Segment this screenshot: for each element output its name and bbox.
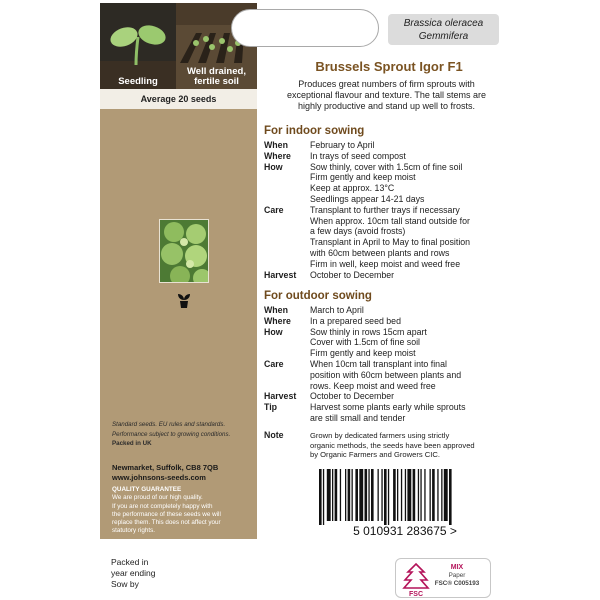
barcode-bar — [413, 469, 416, 521]
description-line: exceptional flavour and texture. The tall stems are — [287, 90, 486, 100]
barcode-bar — [407, 469, 411, 521]
fsc-text — [428, 564, 486, 588]
seedling-label: Seedling — [118, 76, 158, 87]
instruction-line: March to April — [310, 305, 364, 315]
instruction-value — [310, 205, 504, 270]
guarantee-line: the performance of these seeds we will — [112, 510, 221, 518]
barcode-bar — [420, 469, 421, 521]
instruction-key: Where — [264, 150, 291, 161]
fsc-logo-text: FSC — [409, 591, 423, 598]
brussels-sprouts-image — [160, 220, 209, 283]
barcode-bar — [340, 469, 341, 521]
note-line: by Organic Farmers and Growers CIC. — [310, 450, 440, 460]
indoor-instructions — [264, 140, 504, 280]
instruction-line: Sow thinly in rows 15cm apart — [310, 326, 427, 337]
instruction-value — [310, 162, 504, 205]
barcode-bar — [335, 469, 338, 521]
instruction-row — [264, 205, 504, 270]
plant-pot-icon — [177, 291, 191, 309]
instruction-row — [264, 270, 504, 281]
instruction-line: Harvest some plants early while sprouts — [310, 402, 466, 413]
packed-in: Packed in — [111, 557, 149, 567]
barcode-bar — [441, 469, 442, 521]
seedling-tile — [100, 3, 176, 89]
note-line: organic methods, the seeds have been approved — [310, 440, 475, 450]
fsc-paper: Paper — [448, 572, 466, 579]
instruction-row — [264, 391, 504, 402]
year-ending: year ending — [111, 568, 156, 578]
instruction-key: How — [264, 161, 283, 172]
address-line: Newmarket, Suffolk, CB8 7QB — [112, 463, 219, 472]
outdoor-heading: For outdoor sowing — [264, 290, 372, 302]
barcode-bar — [401, 469, 402, 521]
instruction-line: Sow thinly, cover with 1.5cm of fine soil — [310, 161, 463, 172]
barcode-bar — [368, 469, 369, 521]
latin-name — [388, 14, 499, 45]
instruction-line: When 10cm tall transplant into final — [310, 358, 447, 369]
barcode-bar — [384, 469, 387, 525]
average-seeds: Average 20 seeds — [100, 89, 257, 109]
description-line: highly productive and stand up well to frosts. — [297, 101, 476, 111]
soil-label: Well drained, fertile soil — [187, 66, 246, 87]
instruction-value — [310, 316, 504, 327]
instruction-row — [264, 316, 504, 327]
barcode-bar — [359, 469, 363, 521]
guarantee-line: replace them. This does not affect your — [112, 519, 221, 527]
guarantee-title: QUALITY GUARANTEE — [112, 486, 182, 493]
barcode-bar — [327, 469, 331, 521]
instruction-key: Harvest — [264, 391, 297, 402]
left-info-panel — [100, 3, 257, 539]
instruction-key: When — [264, 305, 288, 315]
instruction-value — [310, 140, 504, 151]
standards-text: Standard seeds. EU rules and standards. — [112, 421, 226, 428]
fsc-logo-box — [395, 558, 491, 598]
note-line: Grown by dedicated farmers using strictly — [310, 431, 450, 440]
instruction-row — [264, 140, 504, 151]
packed-in-uk: Packed in UK — [112, 440, 152, 447]
description-line: Produces great numbers of firm sprouts with — [298, 79, 475, 89]
barcode-bar — [378, 469, 379, 521]
instruction-value — [310, 359, 504, 391]
product-description — [266, 79, 507, 112]
instruction-line: rows. Keep moist and weed free — [310, 380, 436, 391]
barcode-bar — [405, 469, 406, 521]
growing-icons-row — [100, 3, 257, 89]
blank-oval-label — [231, 9, 379, 47]
barcode-bar — [355, 469, 358, 521]
instruction-line: When approx. 10cm tall stand outside for — [310, 215, 470, 226]
instruction-key: Care — [264, 358, 284, 369]
instruction-line: Transplant in April to May to final position — [310, 237, 471, 248]
barcode-bar — [388, 469, 389, 525]
barcode-bar — [371, 469, 374, 521]
barcode — [313, 469, 497, 537]
note-label: Note — [264, 430, 284, 440]
instruction-row — [264, 327, 504, 359]
guarantee-line: statutory rights. — [112, 527, 156, 535]
instruction-key: Where — [264, 315, 291, 326]
latin-genus: Brassica oleracea — [403, 18, 484, 29]
instruction-value — [310, 270, 504, 281]
instruction-line: position with 60cm between plants and — [310, 369, 462, 380]
quality-guarantee — [112, 486, 254, 536]
barcode-bar — [381, 469, 382, 521]
instruction-line: with 60cm between plants and rows — [310, 247, 450, 258]
instruction-row — [264, 359, 504, 391]
instruction-value — [310, 391, 504, 402]
barcode-bar — [418, 469, 419, 521]
fsc-mix: MIX — [450, 564, 464, 571]
instruction-row — [264, 151, 504, 162]
barcode-bar — [424, 469, 425, 521]
instruction-line: October to December — [310, 391, 395, 402]
barcode-bar — [332, 469, 333, 521]
instruction-row — [264, 162, 504, 205]
instruction-key: Care — [264, 204, 284, 215]
barcode-bar — [444, 469, 448, 521]
instruction-line: Cover with 1.5cm of fine soil — [310, 337, 421, 348]
product-title: Brussels Sprout Igor F1 — [315, 59, 463, 74]
sow-by: Sow by — [111, 579, 139, 589]
instruction-line: Transplant to further trays if necessary — [310, 204, 460, 215]
instruction-line: Firm gently and keep moist — [310, 172, 416, 183]
indoor-heading: For indoor sowing — [264, 125, 365, 137]
instruction-line: a few days (avoid frosts) — [310, 226, 406, 237]
fine-print — [112, 420, 252, 449]
instruction-line: Firm gently and keep moist — [310, 348, 416, 359]
guarantee-line: We are proud of our high quality. — [112, 494, 203, 502]
address — [112, 463, 218, 483]
instruction-row — [264, 402, 504, 424]
guarantee-line: If you are not completely happy with — [112, 502, 213, 510]
barcode-bar — [432, 469, 435, 521]
instruction-value — [310, 151, 504, 162]
barcode-bar — [449, 469, 452, 525]
instruction-line: Keep at approx. 13°C — [310, 183, 395, 194]
barcode-bar — [393, 469, 396, 521]
sprout-photo — [159, 219, 209, 283]
instruction-value — [310, 402, 504, 424]
instruction-line: Firm in well, keep moist and weed free — [310, 258, 461, 269]
barcode-bar — [352, 469, 353, 521]
instruction-value — [310, 327, 504, 359]
instruction-key: Harvest — [264, 269, 297, 280]
barcode-bar — [430, 469, 431, 521]
latin-variety: Gemmifera — [418, 31, 469, 42]
barcode-digits: 5 010931 283675 > — [353, 524, 457, 537]
performance-text: Performance subject to growing conditions. — [112, 430, 231, 438]
instruction-key: How — [264, 326, 283, 337]
instruction-key: Tip — [264, 402, 278, 413]
packed-info — [111, 557, 155, 590]
barcode-bar — [397, 469, 398, 521]
instruction-line: Seedlings appear 14-21 days — [310, 193, 425, 204]
instruction-line: are still small and tender — [310, 412, 406, 423]
instruction-line: October to December — [310, 269, 395, 280]
barcode-bar — [365, 469, 368, 521]
instruction-key: When — [264, 140, 288, 150]
instruction-line: In trays of seed compost — [310, 150, 406, 161]
barcode-bar — [323, 469, 324, 525]
note — [264, 431, 504, 460]
instruction-row — [264, 305, 504, 316]
barcode-bar — [319, 469, 322, 525]
barcode-bar — [345, 469, 346, 521]
barcode-bar — [348, 469, 351, 521]
fsc-code: FSC® C005193 — [434, 580, 480, 587]
instruction-line: February to April — [310, 140, 375, 150]
outdoor-instructions — [264, 305, 504, 424]
website-link[interactable]: www.johnsons-seeds.com — [112, 473, 206, 482]
instruction-line: In a prepared seed bed — [310, 315, 401, 326]
note-text — [310, 431, 500, 460]
instruction-value — [310, 305, 504, 316]
barcode-bar — [437, 469, 438, 521]
